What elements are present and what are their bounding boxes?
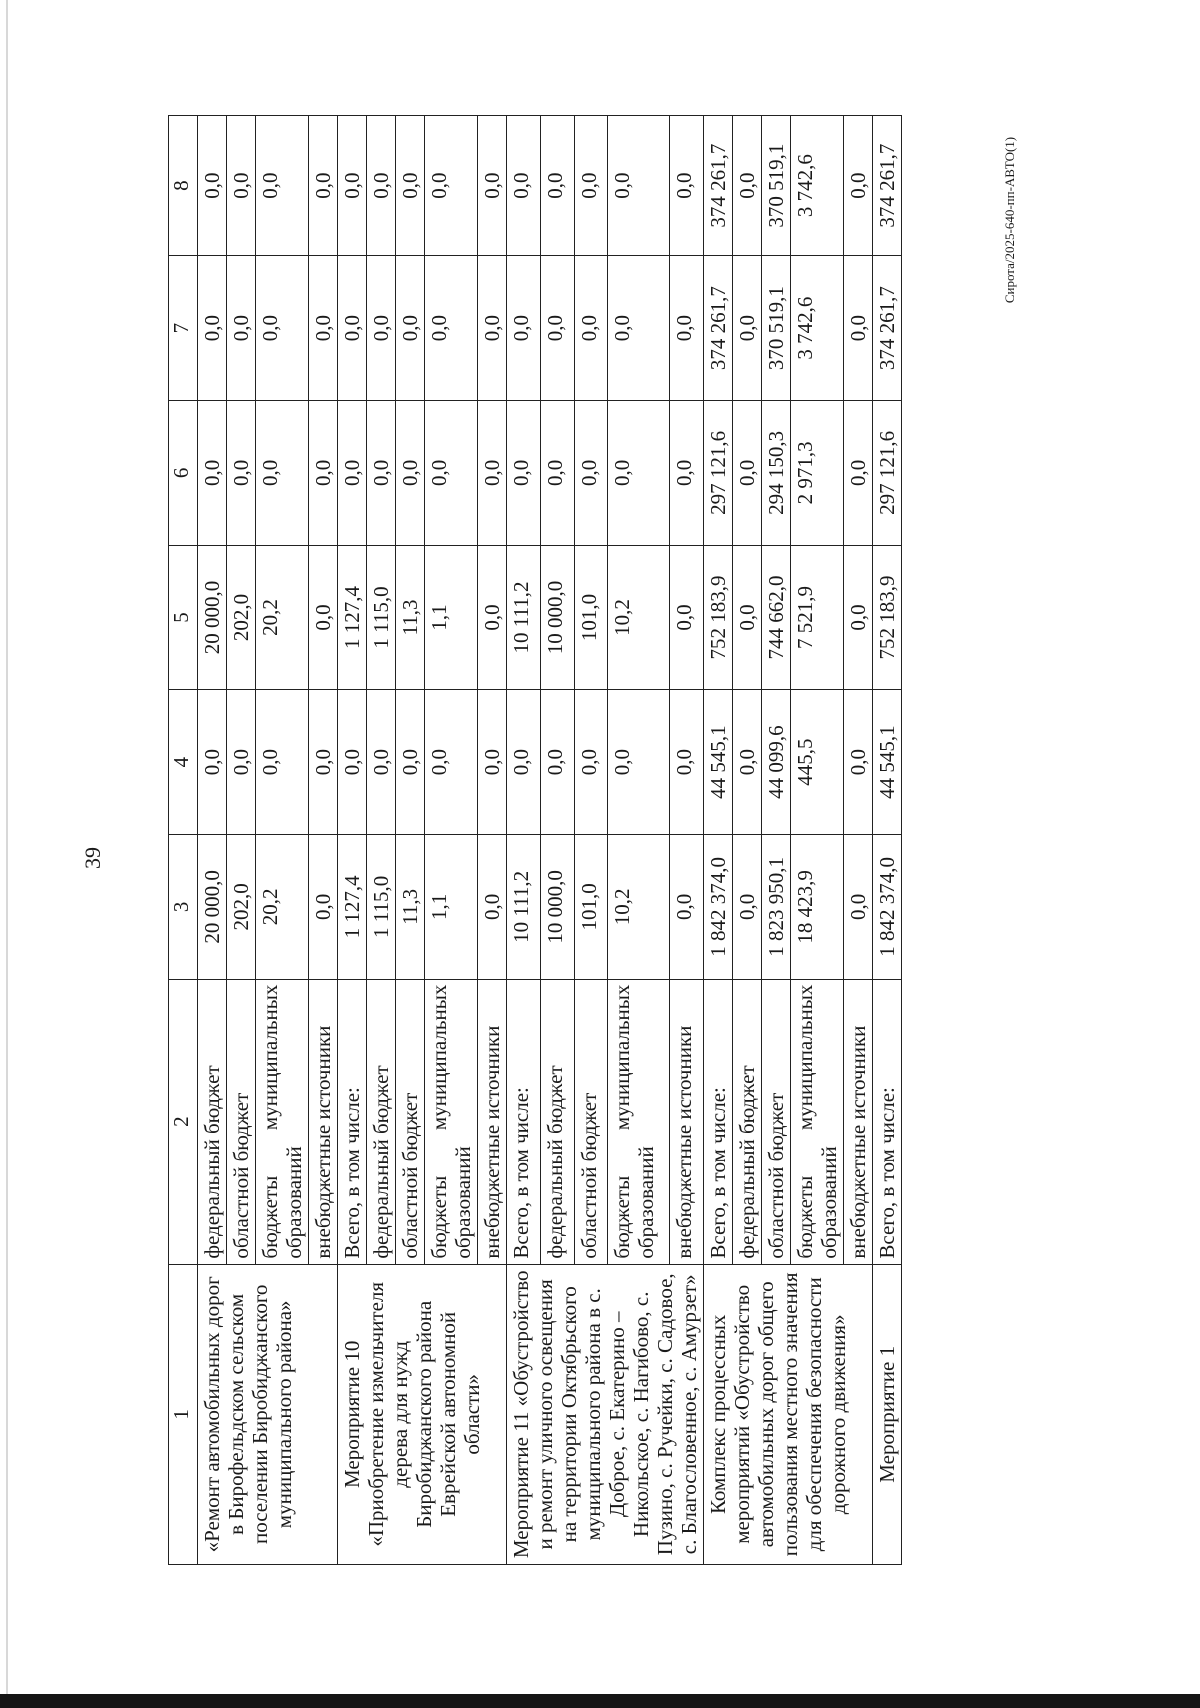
- table-row: [338, 116, 367, 1565]
- amount-cell-col5: 101,0: [574, 545, 608, 690]
- amount-cell-col5: 0,0: [309, 545, 338, 690]
- amount-cell-col8: 0,0: [574, 116, 608, 256]
- amount-cell-col4: 44 545,1: [873, 690, 902, 835]
- table-body: [198, 116, 902, 1565]
- header-row: [169, 116, 198, 1565]
- amount-cell-col6: 0,0: [478, 400, 507, 545]
- amount-cell-col7: 0,0: [844, 256, 873, 401]
- column-header-2: 2: [169, 979, 198, 1264]
- column-header-1: 1: [169, 1264, 198, 1564]
- funding-source-label: внебюджетные источники: [670, 979, 704, 1264]
- funding-source-label: федеральный бюджет: [540, 979, 574, 1264]
- amount-cell-col7: 0,0: [367, 256, 396, 401]
- amount-cell-col5: 20,2: [256, 545, 309, 690]
- scan-bottom-edge: [0, 1694, 1200, 1708]
- amount-cell-col4: 0,0: [309, 690, 338, 835]
- amount-cell-col5: 1,1: [425, 545, 478, 690]
- amount-cell-col6: 0,0: [227, 400, 256, 545]
- amount-cell-col5: 744 662,0: [762, 545, 791, 690]
- amount-cell-col5: 0,0: [478, 545, 507, 690]
- amount-cell-col7: 0,0: [338, 256, 367, 401]
- amount-cell-col4: 0,0: [227, 690, 256, 835]
- funding-source-label: Всего, в том числе:: [873, 979, 902, 1264]
- column-header-4: 4: [169, 690, 198, 835]
- amount-cell-col7: 0,0: [478, 256, 507, 401]
- amount-cell-col7: 374 261,7: [704, 256, 733, 401]
- measure-title: Мероприятие 11 «Обустройство и ремонт уличного освещения на территории Октябрьского муниципального района в с. Доброе, с. Екатерино – Никольское, с. Нагибово, с. Пузино, с. Ручейки, с. Садовое, с. Благословенное, с. Амурзет»: [507, 1264, 704, 1564]
- funding-source-label: внебюджетные источники: [478, 979, 507, 1264]
- amount-cell-col7: 0,0: [670, 256, 704, 401]
- amount-cell-col6: 0,0: [198, 400, 227, 545]
- amount-cell-col6: 294 150,3: [762, 400, 791, 545]
- amount-cell-col6: 0,0: [256, 400, 309, 545]
- amount-cell-col3: 0,0: [844, 835, 873, 980]
- budget-table-container: [168, 115, 899, 1565]
- amount-cell-col5: 0,0: [844, 545, 873, 690]
- amount-cell-col6: 0,0: [733, 400, 762, 545]
- funding-source-label: бюджеты муниципальных образований: [256, 979, 309, 1264]
- measure-title: Мероприятие 1: [873, 1264, 902, 1564]
- page-number: 39: [80, 847, 105, 869]
- amount-cell-col7: 0,0: [425, 256, 478, 401]
- funding-source-label: внебюджетные источники: [309, 979, 338, 1264]
- amount-cell-col4: 0,0: [844, 690, 873, 835]
- amount-cell-col6: 0,0: [540, 400, 574, 545]
- table-row: [704, 116, 733, 1565]
- amount-cell-col8: 0,0: [670, 116, 704, 256]
- amount-cell-col6: 0,0: [396, 400, 425, 545]
- amount-cell-col5: 11,3: [396, 545, 425, 690]
- amount-cell-col3: 0,0: [733, 835, 762, 980]
- amount-cell-col3: 18 423,9: [791, 835, 844, 980]
- amount-cell-col5: 752 183,9: [704, 545, 733, 690]
- funding-source-label: областной бюджет: [227, 979, 256, 1264]
- funding-source-label: федеральный бюджет: [733, 979, 762, 1264]
- amount-cell-col4: 0,0: [367, 690, 396, 835]
- amount-cell-col4: 0,0: [608, 690, 670, 835]
- amount-cell-col7: 374 261,7: [873, 256, 902, 401]
- amount-cell-col3: 1 842 374,0: [873, 835, 902, 980]
- amount-cell-col4: 0,0: [733, 690, 762, 835]
- amount-cell-col7: 0,0: [309, 256, 338, 401]
- amount-cell-col3: 20 000,0: [198, 835, 227, 980]
- amount-cell-col4: 0,0: [478, 690, 507, 835]
- column-header-3: 3: [169, 835, 198, 980]
- amount-cell-col7: 3 742,6: [791, 256, 844, 401]
- amount-cell-col3: 1 115,0: [367, 835, 396, 980]
- document-id: Сирота/2025-640-пп-АВТО(1): [1002, 136, 1017, 304]
- amount-cell-col5: 1 127,4: [338, 545, 367, 690]
- amount-cell-col6: 0,0: [608, 400, 670, 545]
- amount-cell-col6: 297 121,6: [704, 400, 733, 545]
- column-header-8: 8: [169, 116, 198, 256]
- amount-cell-col7: 0,0: [198, 256, 227, 401]
- amount-cell-col3: 1 127,4: [338, 835, 367, 980]
- amount-cell-col3: 0,0: [670, 835, 704, 980]
- funding-source-label: Всего, в том числе:: [507, 979, 541, 1264]
- amount-cell-col5: 202,0: [227, 545, 256, 690]
- funding-source-label: Всего, в том числе:: [704, 979, 733, 1264]
- amount-cell-col8: 0,0: [425, 116, 478, 256]
- column-header-6: 6: [169, 400, 198, 545]
- amount-cell-col5: 10,2: [608, 545, 670, 690]
- amount-cell-col8: 3 742,6: [791, 116, 844, 256]
- amount-cell-col3: 1 842 374,0: [704, 835, 733, 980]
- amount-cell-col3: 10 000,0: [540, 835, 574, 980]
- amount-cell-col4: 0,0: [670, 690, 704, 835]
- amount-cell-col5: 752 183,9: [873, 545, 902, 690]
- scan-margin-line: [6, 0, 8, 1708]
- amount-cell-col7: 370 519,1: [762, 256, 791, 401]
- funding-source-label: областной бюджет: [396, 979, 425, 1264]
- amount-cell-col6: 0,0: [425, 400, 478, 545]
- amount-cell-col4: 0,0: [425, 690, 478, 835]
- amount-cell-col8: 370 519,1: [762, 116, 791, 256]
- amount-cell-col7: 0,0: [574, 256, 608, 401]
- funding-source-label: бюджеты муниципальных образований: [791, 979, 844, 1264]
- amount-cell-col4: 445,5: [791, 690, 844, 835]
- amount-cell-col8: 0,0: [256, 116, 309, 256]
- amount-cell-col4: 0,0: [338, 690, 367, 835]
- amount-cell-col6: 0,0: [309, 400, 338, 545]
- amount-cell-col7: 0,0: [227, 256, 256, 401]
- amount-cell-col3: 10,2: [608, 835, 670, 980]
- amount-cell-col7: 0,0: [396, 256, 425, 401]
- amount-cell-col8: 374 261,7: [704, 116, 733, 256]
- amount-cell-col6: 0,0: [844, 400, 873, 545]
- amount-cell-col8: 0,0: [309, 116, 338, 256]
- amount-cell-col7: 0,0: [608, 256, 670, 401]
- amount-cell-col4: 0,0: [540, 690, 574, 835]
- amount-cell-col4: 0,0: [574, 690, 608, 835]
- budget-table: [168, 115, 902, 1565]
- measure-title: «Ремонт автомобильных дорог в Бирофельдском сельском поселении Биробиджанского муниципального района»: [198, 1264, 338, 1564]
- amount-cell-col3: 101,0: [574, 835, 608, 980]
- amount-cell-col7: 0,0: [507, 256, 541, 401]
- funding-source-label: бюджеты муниципальных образований: [425, 979, 478, 1264]
- amount-cell-col7: 0,0: [733, 256, 762, 401]
- amount-cell-col6: 0,0: [670, 400, 704, 545]
- amount-cell-col5: 1 115,0: [367, 545, 396, 690]
- funding-source-label: федеральный бюджет: [198, 979, 227, 1264]
- amount-cell-col5: 0,0: [733, 545, 762, 690]
- amount-cell-col8: 0,0: [540, 116, 574, 256]
- measure-title: Комплекс процессных мероприятий «Обустройство автомобильных дорог общего пользования местного значения для обеспечения безопасности дорожного движения»: [704, 1264, 873, 1564]
- column-header-7: 7: [169, 256, 198, 401]
- table-row: [507, 116, 541, 1565]
- amount-cell-col3: 0,0: [478, 835, 507, 980]
- amount-cell-col3: 0,0: [309, 835, 338, 980]
- amount-cell-col8: 0,0: [227, 116, 256, 256]
- funding-source-label: областной бюджет: [762, 979, 791, 1264]
- amount-cell-col8: 374 261,7: [873, 116, 902, 256]
- amount-cell-col6: 0,0: [367, 400, 396, 545]
- amount-cell-col5: 20 000,0: [198, 545, 227, 690]
- amount-cell-col8: 0,0: [396, 116, 425, 256]
- funding-source-label: бюджеты муниципальных образований: [608, 979, 670, 1264]
- amount-cell-col6: 297 121,6: [873, 400, 902, 545]
- amount-cell-col5: 10 111,2: [507, 545, 541, 690]
- amount-cell-col6: 0,0: [574, 400, 608, 545]
- amount-cell-col7: 0,0: [256, 256, 309, 401]
- amount-cell-col5: 7 521,9: [791, 545, 844, 690]
- amount-cell-col8: 0,0: [733, 116, 762, 256]
- amount-cell-col8: 0,0: [608, 116, 670, 256]
- amount-cell-col4: 0,0: [507, 690, 541, 835]
- amount-cell-col6: 2 971,3: [791, 400, 844, 545]
- amount-cell-col3: 1 823 950,1: [762, 835, 791, 980]
- amount-cell-col8: 0,0: [198, 116, 227, 256]
- amount-cell-col7: 0,0: [540, 256, 574, 401]
- amount-cell-col5: 10 000,0: [540, 545, 574, 690]
- amount-cell-col4: 0,0: [198, 690, 227, 835]
- amount-cell-col5: 0,0: [670, 545, 704, 690]
- table-row: [873, 116, 902, 1565]
- amount-cell-col4: 44 545,1: [704, 690, 733, 835]
- amount-cell-col3: 11,3: [396, 835, 425, 980]
- amount-cell-col4: 0,0: [256, 690, 309, 835]
- amount-cell-col6: 0,0: [507, 400, 541, 545]
- funding-source-label: внебюджетные источники: [844, 979, 873, 1264]
- table-row: [198, 116, 227, 1565]
- amount-cell-col8: 0,0: [507, 116, 541, 256]
- amount-cell-col4: 44 099,6: [762, 690, 791, 835]
- amount-cell-col6: 0,0: [338, 400, 367, 545]
- amount-cell-col4: 0,0: [396, 690, 425, 835]
- amount-cell-col3: 202,0: [227, 835, 256, 980]
- amount-cell-col8: 0,0: [844, 116, 873, 256]
- funding-source-label: федеральный бюджет: [367, 979, 396, 1264]
- amount-cell-col8: 0,0: [338, 116, 367, 256]
- funding-source-label: областной бюджет: [574, 979, 608, 1264]
- amount-cell-col8: 0,0: [367, 116, 396, 256]
- amount-cell-col3: 10 111,2: [507, 835, 541, 980]
- amount-cell-col8: 0,0: [478, 116, 507, 256]
- amount-cell-col3: 20,2: [256, 835, 309, 980]
- column-header-5: 5: [169, 545, 198, 690]
- measure-title: Мероприятие 10 «Приобретение измельчителя дерева для нужд Биробиджанского района Еврейской автономной области»: [338, 1264, 507, 1564]
- funding-source-label: Всего, в том числе:: [338, 979, 367, 1264]
- amount-cell-col3: 1,1: [425, 835, 478, 980]
